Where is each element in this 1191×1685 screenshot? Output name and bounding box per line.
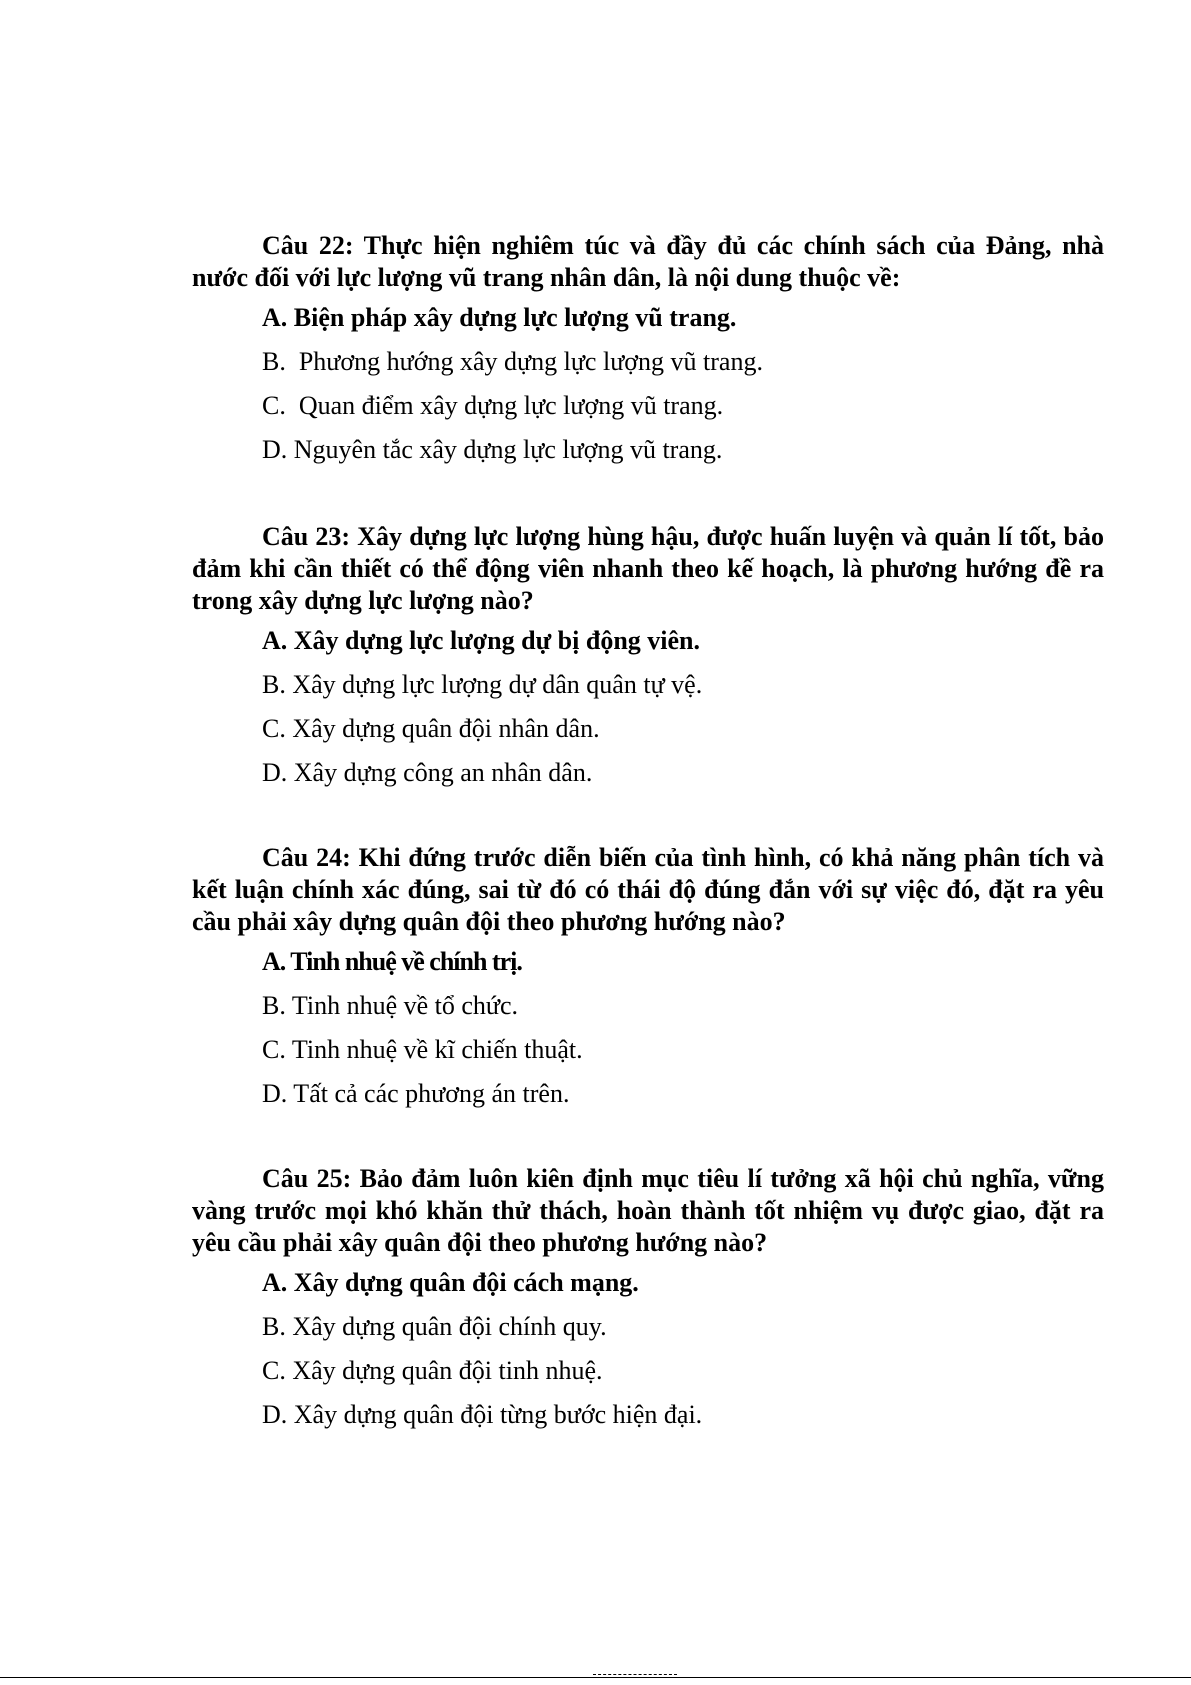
question-25-option-c: C. Xây dựng quân đội tinh nhuệ. [262, 1356, 603, 1385]
question-23-option-a: A. Xây dựng lực lượng dự bị động viên. [262, 626, 701, 655]
question-23-option-c: C. Xây dựng quân đội nhân dân. [262, 714, 600, 743]
question-22-stem: Câu 22: Thực hiện nghiêm túc và đầy đủ các chính sách của Đảng, nhà nước đối với lực lượng vũ trang nhân dân, là nội dung thuộc về: [192, 231, 1104, 292]
question-22-option-a: A. Biện pháp xây dựng lực lượng vũ trang. [262, 303, 737, 332]
question-22-option-c: C. Quan điểm xây dựng lực lượng vũ trang. [262, 391, 724, 420]
question-24-option-d: D. Tất cả các phương án trên. [262, 1079, 570, 1108]
question-25-option-b: B. Xây dựng quân đội chính quy. [262, 1312, 607, 1341]
question-24 [192, 842, 1104, 1122]
question-25-option-d: D. Xây dựng quân đội từng bước hiện đại. [262, 1400, 703, 1429]
question-22-option-d: D. Nguyên tắc xây dựng lực lượng vũ trang. [262, 435, 723, 464]
question-25 [192, 1163, 1104, 1443]
question-23-option-b: B. Xây dựng lực lượng dự dân quân tự vệ. [262, 670, 703, 699]
page-bottom-dash [593, 1674, 677, 1675]
question-25-stem: Câu 25: Bảo đảm luôn kiên định mục tiêu lí tưởng xã hội chủ nghĩa, vững vàng trước mọi khó khăn thử thách, hoàn thành tốt nhiệm vụ được giao, đặt ra yêu cầu phải xây quân đội theo phương hướng nào? [192, 1164, 1104, 1257]
question-23-option-d: D. Xây dựng công an nhân dân. [262, 758, 593, 787]
question-23-stem: Câu 23: Xây dựng lực lượng hùng hậu, được huấn luyện và quản lí tốt, bảo đảm khi cần thiết có thể động viên nhanh theo kế hoạch, là phương hướng đề ra trong xây dựng lực lượng nào? [192, 522, 1104, 615]
question-24-option-b: B. Tinh nhuệ về tổ chức. [262, 991, 519, 1020]
page-bottom-rule [0, 1677, 1191, 1678]
question-24-option-a: A. Tinh nhuệ về chính trị. [262, 947, 522, 976]
question-25-option-a: A. Xây dựng quân đội cách mạng. [262, 1268, 639, 1297]
question-23 [192, 521, 1104, 801]
question-24-stem: Câu 24: Khi đứng trước diễn biến của tình hình, có khả năng phân tích và kết luận chính xác đúng, sai từ đó có thái độ đúng đắn với sự việc đó, đặt ra yêu cầu phải xây dựng quân đội theo phương hướng nào? [192, 843, 1104, 936]
question-24-option-c: C. Tinh nhuệ về kĩ chiến thuật. [262, 1035, 583, 1064]
question-22-option-b: B. Phương hướng xây dựng lực lượng vũ trang. [262, 347, 763, 376]
question-22 [192, 230, 1104, 478]
